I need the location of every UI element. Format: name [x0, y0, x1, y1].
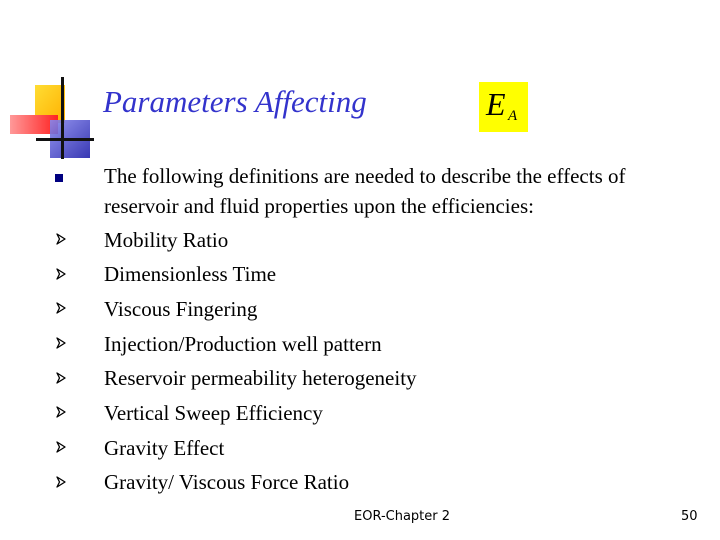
formula-subscript: A — [508, 108, 518, 124]
arrow-bullet-icon — [55, 406, 67, 418]
formula-symbol: E — [486, 86, 506, 122]
list-item: Gravity/ Viscous Force Ratio — [104, 470, 350, 494]
footer-chapter: EOR-Chapter 2 — [354, 509, 451, 524]
list-item: Viscous Fingering — [104, 297, 258, 321]
list-item: Gravity Effect — [104, 436, 225, 460]
intro-line: The following definitions are needed to describe the effects of — [104, 164, 626, 188]
list-item: Reservoir permeability heterogeneity — [104, 366, 417, 390]
list-item: Mobility Ratio — [104, 228, 229, 252]
arrow-bullet-icon — [55, 441, 67, 453]
slide-logo-icon — [0, 0, 120, 170]
formula-badge — [479, 82, 528, 132]
page-number: 50 — [681, 509, 698, 524]
arrow-bullet-icon — [55, 476, 67, 488]
arrow-bullet-icon — [55, 372, 67, 384]
arrow-bullet-icon — [55, 302, 67, 314]
arrow-bullet-icon — [55, 268, 67, 280]
list-item: Dimensionless Time — [104, 262, 277, 286]
arrow-bullet-icon — [55, 233, 67, 245]
arrow-bullet-icon — [55, 337, 67, 349]
square-bullet-icon — [55, 174, 63, 182]
list-item: Injection/Production well pattern — [104, 332, 382, 356]
intro-line: reservoir and fluid properties upon the efficiencies: — [104, 194, 534, 218]
slide-title: Parameters Affecting — [103, 84, 367, 119]
list-item: Vertical Sweep Efficiency — [104, 401, 323, 425]
